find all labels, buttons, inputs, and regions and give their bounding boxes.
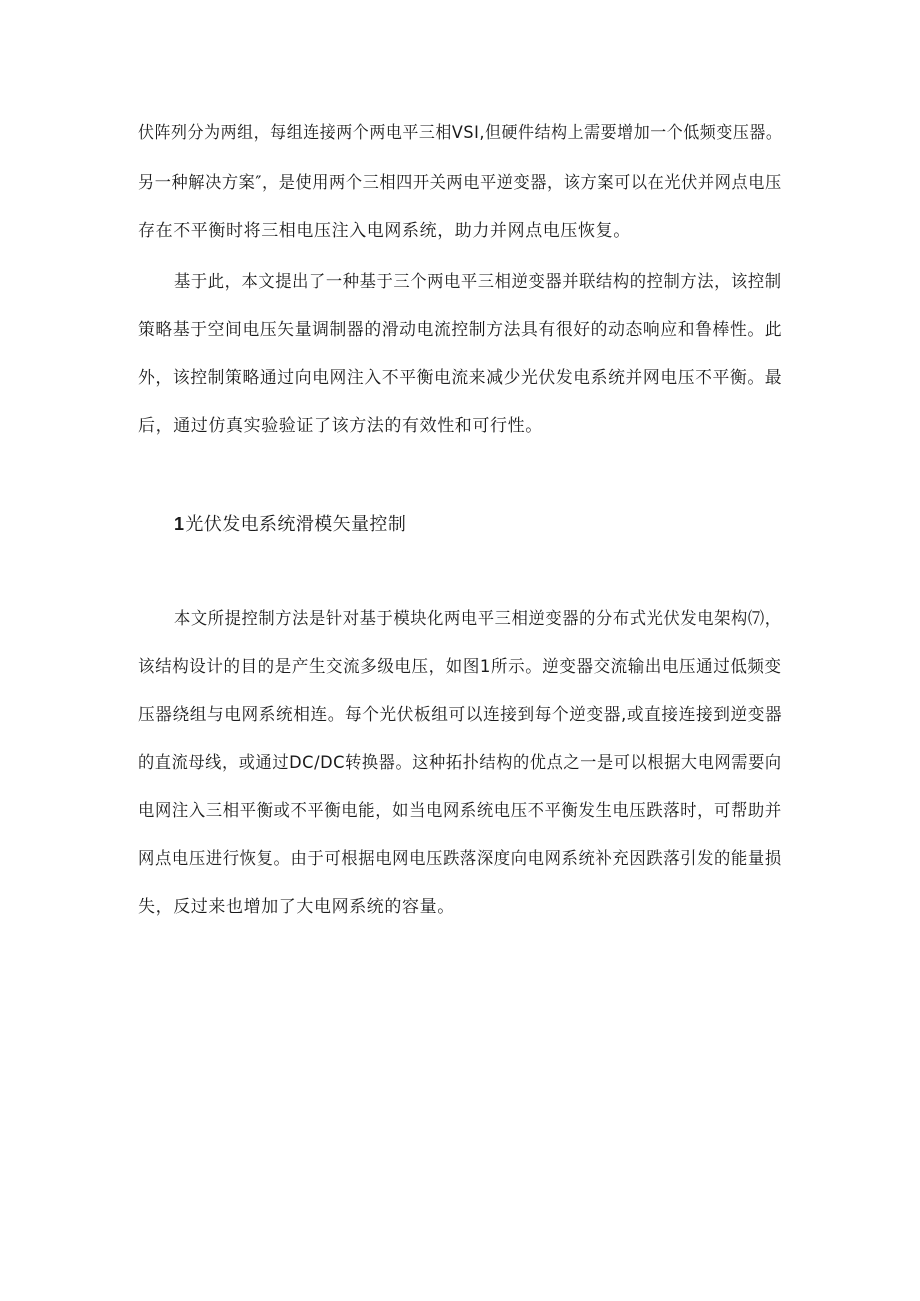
section-heading bbox=[174, 511, 406, 538]
section-title: 光伏发电系统滑模矢量控制 bbox=[185, 514, 407, 535]
paragraph-line: 基于此，本文提出了一种基于三个两电平三相逆变器并联结构的控制方法，该控制 bbox=[174, 272, 782, 292]
paragraph-line: 电网注入三相平衡或不平衡电能，如当电网系统电压不平衡发生电压跌落时，可帮助并 bbox=[138, 801, 782, 821]
paragraph-line: 失，反过来也增加了大电网系统的容量。 bbox=[138, 897, 455, 917]
section-number: 1 bbox=[174, 514, 185, 534]
paragraph-line: 本文所提控制方法是针对基于模块化两电平三相逆变器的分布式光伏发电架构⑺， bbox=[174, 609, 782, 629]
paragraph-line: 外，该控制策略通过向电网注入不平衡电流来减少光伏发电系统并网电压不平衡。最 bbox=[138, 368, 783, 388]
paragraph-line: 网点电压进行恢复。由于可根据电网电压跌落深度向电网系统补充因跌落引发的能量损 bbox=[138, 849, 782, 869]
paragraph-line: 后，通过仿真实验验证了该方法的有效性和可行性。 bbox=[138, 416, 543, 436]
paragraph-line: 的直流母线，或通过DC/DC转换器。这种拓扑结构的优点之一是可以根据大电网需要向 bbox=[138, 753, 782, 773]
paragraph-line: 策略基于空间电压矢量调制器的滑动电流控制方法具有很好的动态响应和鲁棒性。此 bbox=[138, 320, 783, 340]
paragraph-line: 伏阵列分为两组，每组连接两个两电平三相VSI,但硬件结构上需要增加一个低频变压器。 bbox=[138, 123, 783, 143]
paragraph-line: 另一种解决方案″，是使用两个三相四开关两电平逆变器，该方案可以在光伏并网点电压 bbox=[138, 173, 782, 193]
paragraph-line: 该结构设计的目的是产生交流多级电压，如图1所示。逆变器交流输出电压通过低频变 bbox=[138, 657, 782, 677]
paragraph-line: 压器绕组与电网系统相连。每个光伏板组可以连接到每个逆变器,或直接连接到逆变器 bbox=[138, 705, 783, 725]
paragraph-line: 存在不平衡时将三相电压注入电网系统，助力并网点电压恢复。 bbox=[138, 221, 631, 241]
